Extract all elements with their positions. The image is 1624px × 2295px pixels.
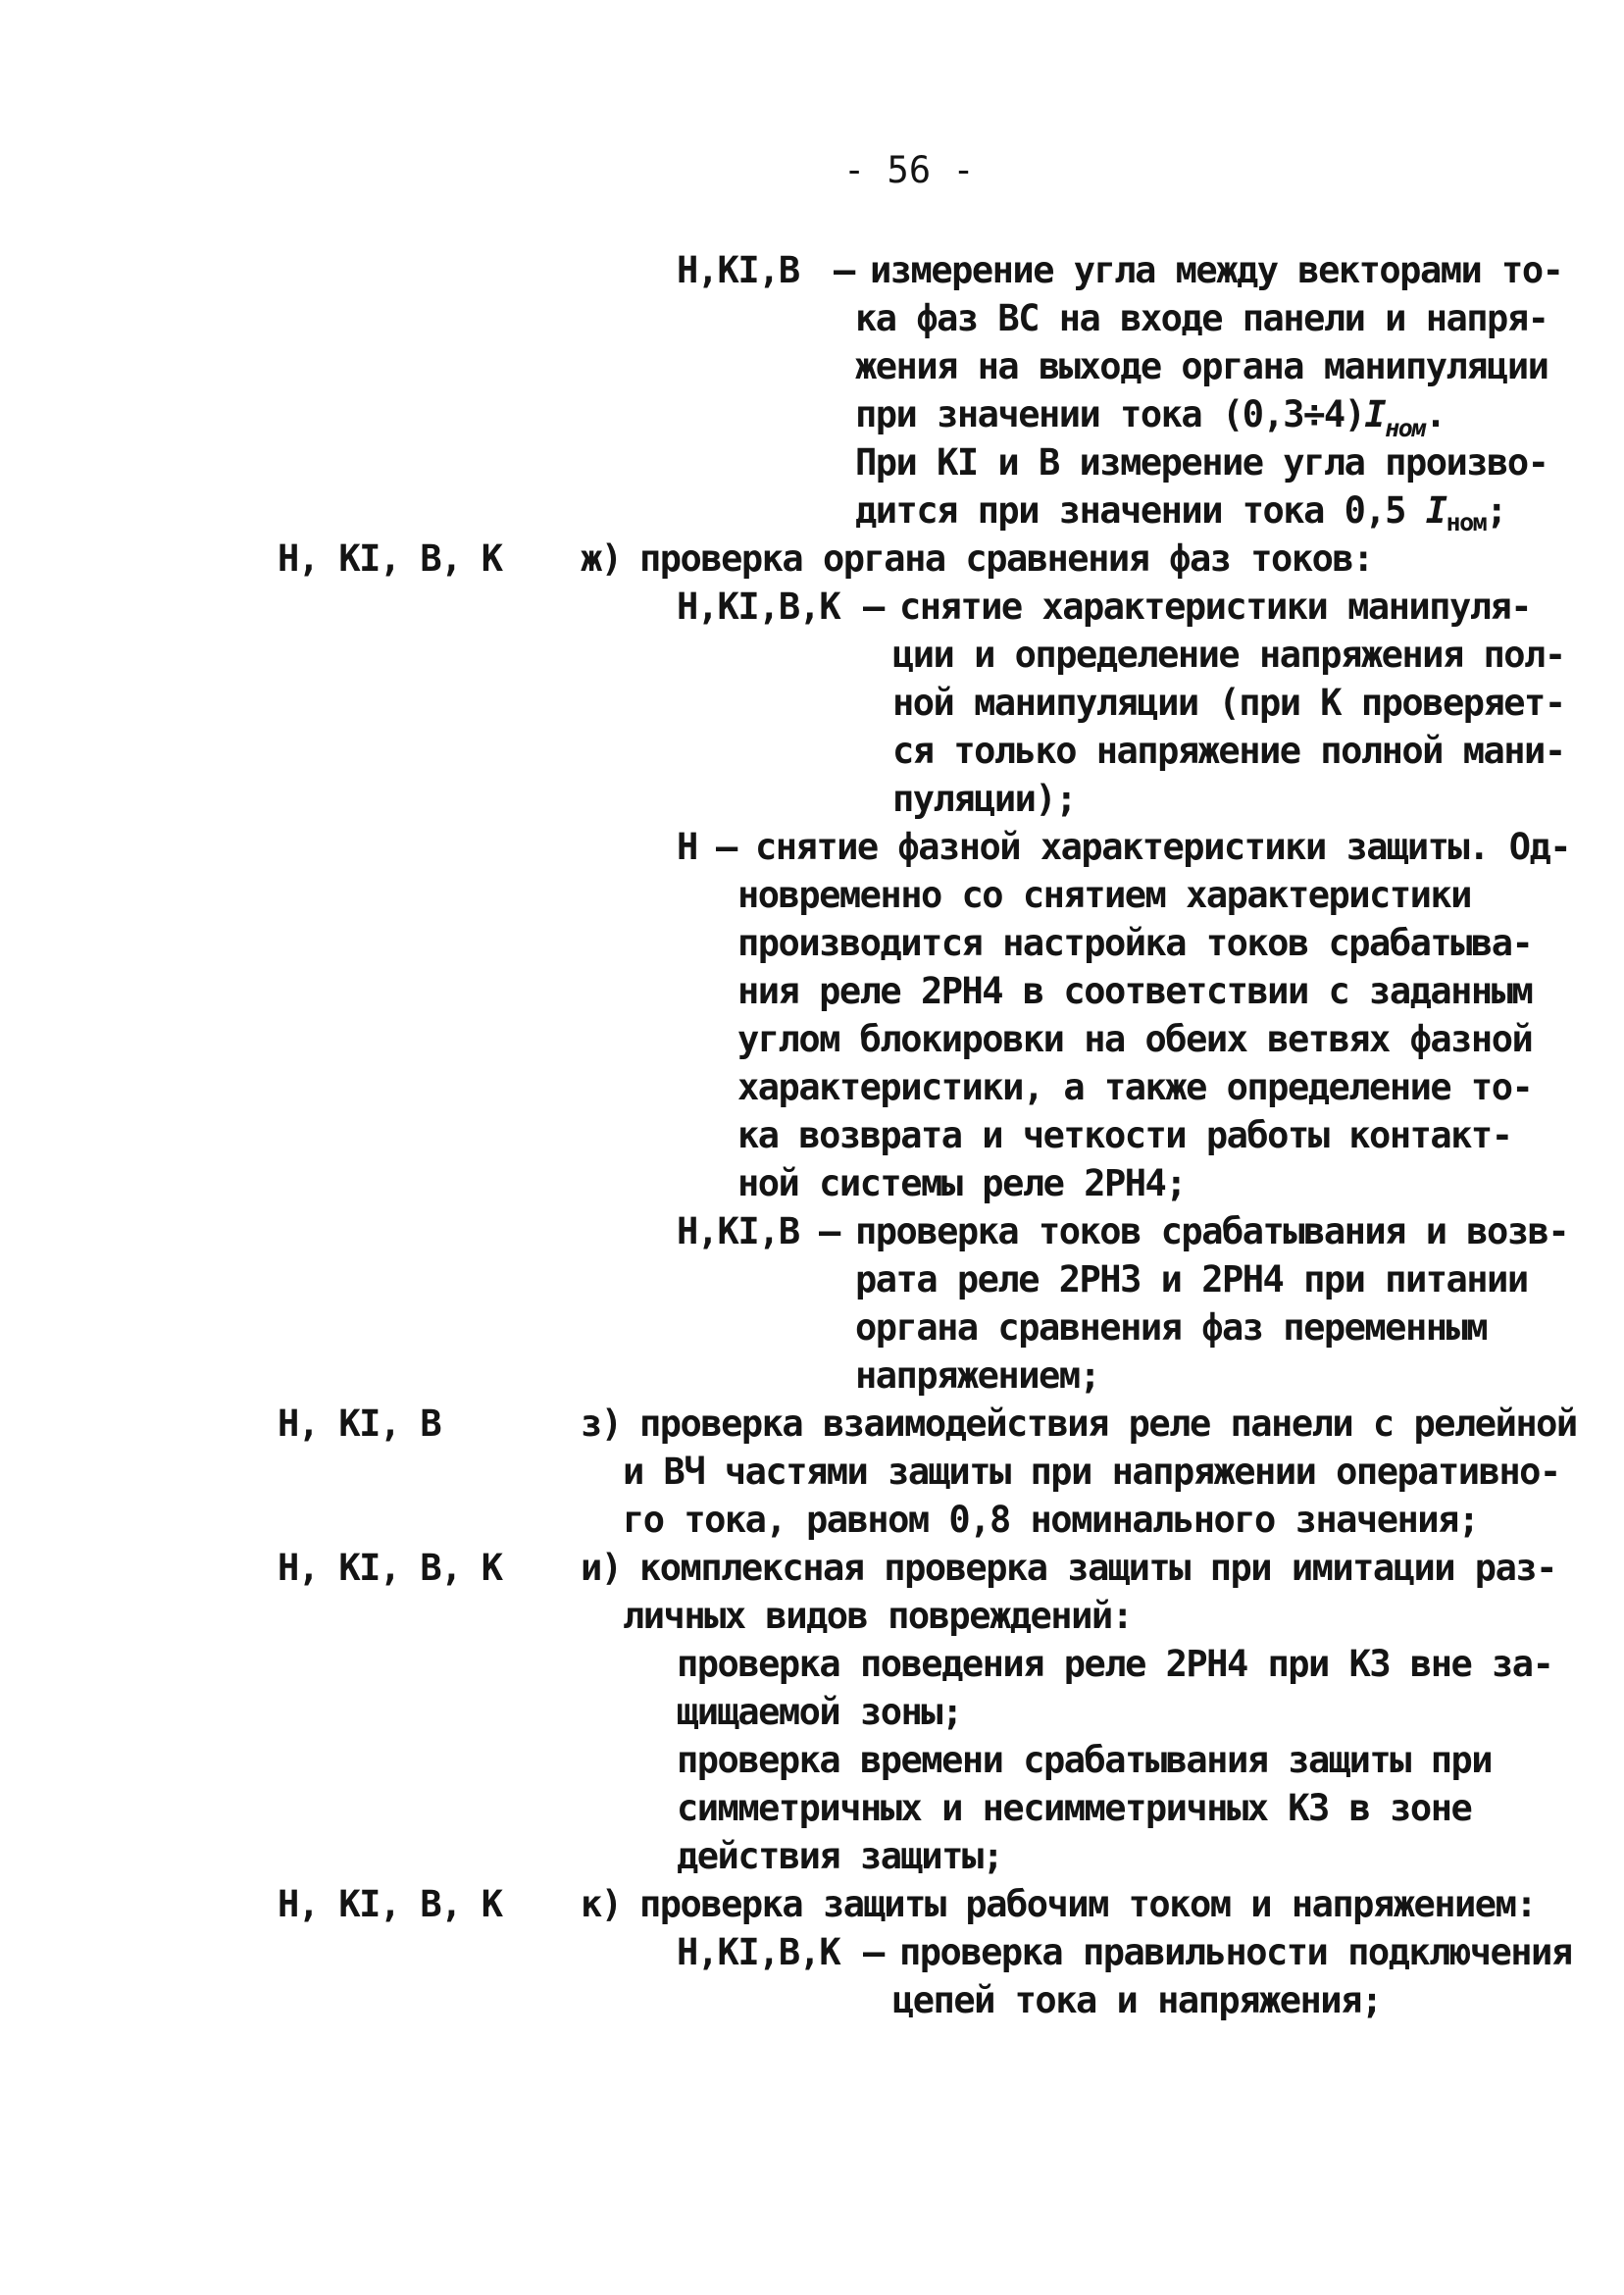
entry-code: Н, КI, В [278,1402,441,1445]
dash: – [834,249,854,291]
text-line: проверка токов срабатывания и возв- [855,1210,1569,1252]
text-line: ции и определение напряжения пол- [892,634,1565,676]
text-line: проверка поведения реле 2РН4 при КЗ вне за- [677,1643,1553,1685]
text-line [855,391,1446,442]
text-line: производится настройка токов срабатыва- [737,922,1533,964]
text-line: го тока, равном 0,8 номинального значения; [623,1499,1479,1541]
entry-code: Н, КI, В, К [278,1547,502,1589]
dash: – [716,826,736,868]
item-letter: к) [581,1883,622,1925]
text-line: действия защиты; [677,1835,1003,1877]
text-line: пуляции); [892,778,1076,820]
text-line: личных видов повреждений: [623,1595,1133,1637]
text-line: ния реле 2РН4 в соответствии с заданным [737,970,1533,1012]
text-line: напряжением; [855,1354,1100,1397]
text-line: проверка органа сравнения фаз токов: [639,537,1373,580]
text-line: цепей тока и напряжения; [892,1979,1382,2021]
text-line: проверка правильности подключения [899,1931,1572,1973]
entry-code: Н, КI, В, К [278,537,502,580]
text-line: новременно со снятием характеристики [737,874,1471,916]
text-line: измерение угла между векторами то- [870,249,1563,291]
text-line: ка возврата и четкости работы контакт- [737,1114,1512,1156]
text-line: проверка защиты рабочим током и напряжением: [639,1883,1537,1925]
entry-code: Н,КI,В [677,1210,799,1252]
text-line: ка фаз ВС на входе панели и напря- [855,297,1548,339]
text-line: органа сравнения фаз переменным [855,1306,1488,1349]
entry-code: Н,КI,В,К [677,586,840,628]
text-segment: при значении тока (0,3÷4) [855,393,1365,435]
text-segment: дится при значении тока 0,5 [855,489,1426,532]
item-letter: и) [581,1547,622,1589]
text-line: ся только напряжение полной мани- [892,730,1565,772]
dash: – [863,1931,884,1973]
text-line: снятие характеристики манипуля- [899,586,1532,628]
text-line: симметричных и несимметричных КЗ в зоне [677,1787,1472,1829]
dash: – [819,1210,839,1252]
text-line: ной системы реле 2РН4; [737,1162,1187,1204]
text-line: ной манипуляции (при К проверяет- [892,682,1565,724]
item-letter: ж) [581,537,622,580]
text-line: рата реле 2РН3 и 2РН4 при питании [855,1258,1528,1300]
text-line: При КI и В измерение угла произво- [855,441,1548,484]
text-line [855,487,1506,538]
text-line: проверка взаимодействия реле панели с релейной [639,1402,1577,1445]
entry-code: Н [677,826,697,868]
punctuation: . [1424,393,1446,435]
dash: – [863,586,884,628]
item-letter: з) [581,1402,622,1445]
text-line: проверка времени срабатывания защиты при [677,1739,1493,1781]
text-line: жения на выходе органа манипуляции [855,345,1548,387]
current-symbol: I [1364,393,1386,435]
text-line: снятие фазной характеристики защиты. Од- [755,826,1571,868]
text-line: комплексная проверка защиты при имитации раз- [639,1547,1556,1589]
entry-code: Н,КI,В [677,249,799,291]
entry-code: Н,КI,В,К [677,1931,840,1973]
entry-code: Н, КI, В, К [278,1883,502,1925]
current-symbol: I [1425,489,1446,532]
page-number: - 56 - [843,149,975,191]
current-subscript: ном [1385,414,1425,442]
text-line: щищаемой зоны; [677,1691,962,1733]
text-line: углом блокировки на обеих ветвях фазной [737,1018,1533,1060]
text-line: и ВЧ частями защиты при напряжении оперативно- [623,1451,1560,1493]
current-subscript: ном [1446,508,1487,536]
text-line: характеристики, а также определение то- [737,1066,1533,1108]
punctuation: ; [1486,489,1506,532]
